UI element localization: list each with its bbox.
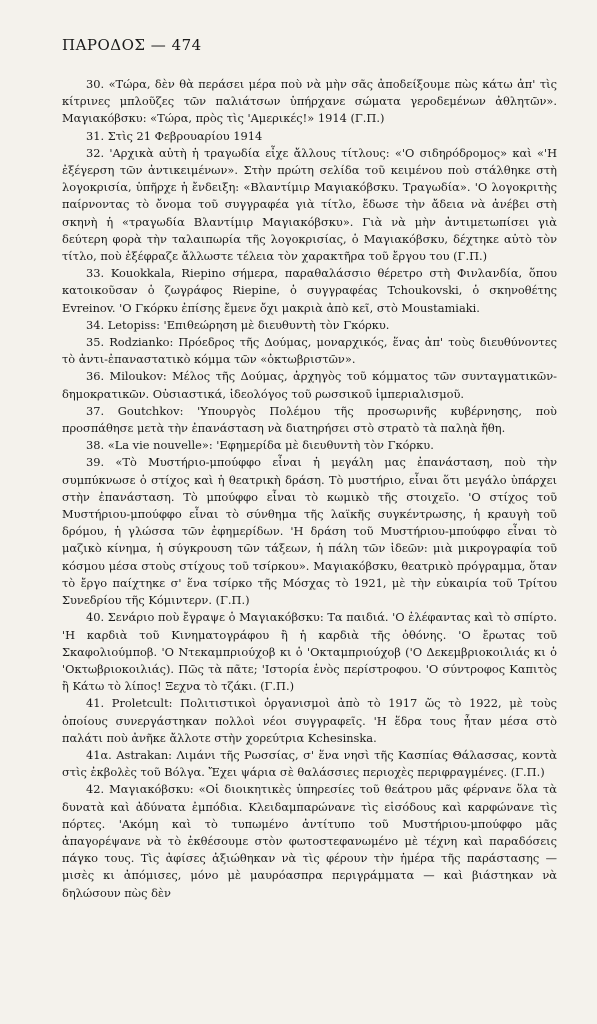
endnote-41a: 41α. Astrakan: Λιμάνι τῆς Ρωσσίας, σ' ἕνα νησὶ τῆς Κασπίας Θάλασσας, κοντὰ στὶς ἐκβολὲς τοῦ Βόλγα. Ἔχει ψάρια σὲ θαλάσσιες περιοχὲς περιφραγμένες. (Γ.Π.)	[62, 747, 557, 780]
endnote-40: 40. Σενάριο ποὺ ἔγραψε ὁ Μαγιακόβσκυ: Τα παιδιά. 'Ο ἐλέφαντας καὶ τὸ σπίρτο. 'Η καρδιὰ τοῦ Κινηματογράφου ἢ ἡ καρδιὰ τῆς ὀθόνης. 'Ο ἔρωτας τοῦ Σκαφολιούμποβ. 'Ο Ντεκαμπριούχοβ κι ὁ 'Οκταμπριούχοβ ('Ο Δεκεμβριοκοιλιάς κι ὁ 'Οκτωβριοκοιλιάς). Πῶς τὰ πᾶτε; 'Ιστορία ἑνὸς περίστροφου. 'Ο σύντροφος Καπιτὸς ἢ Κάτω τὸ λίπος! Ξεχνα τὸ τζάκι. (Γ.Π.)	[62, 610, 557, 694]
endnote-34: 34. Letopiss: 'Επιθεώρηση μὲ διευθυντὴ τὸν Γκόρκυ.	[86, 317, 390, 332]
running-head: ΠΑΡΟΔΟΣ — 474	[62, 36, 202, 54]
endnote-30: 30. «Τώρα, δὲν θὰ περάσει μέρα ποὺ νὰ μὴν σᾶς ἀποδείξουμε πὼς κάτω ἀπ' τὶς κίτρινες μπλοῦζες τῶν παλιάτσων ὑπήρχανε σώματα γεροδεμένων ἀθλητῶν». Μαγιακόβσκυ: «Τώρα, πρὸς τὶς 'Αμερικές!» 1914 (Γ.Π.)	[62, 77, 557, 126]
endnotes	[62, 76, 557, 902]
endnote-37: 37. Goutchkov: 'Υπουργὸς Πολέμου τῆς προσωρινῆς κυβέρνησης, ποὺ προσπάθησε μετὰ τὴν ἐπανάσταση νὰ διατηρήσει στὸ στρατὸ τὰ παληὰ ἤθη.	[62, 403, 557, 436]
endnote-36: 36. Miloukov: Μέλος τῆς Δούμας, ἀρχηγὸς τοῦ κόμματος τῶν συνταγματικῶν-δημοκρατικῶν. Οὐσιαστικά, ἰδεολόγος τοῦ ρωσσικοῦ ἰμπεριαλισμοῦ.	[62, 369, 557, 401]
endnote-41: 41. Proletcult: Πολιτιστικοὶ ὀργανισμοὶ ἀπὸ τὸ 1917 ὥς τὸ 1922, μὲ τοὺς ὁποίους συνεργάστηκαν πολλοὶ νέοι συγγραφεῖς. 'Η ἕδρα τους ἦταν μέσα στὸ παλάτι ποὺ ἀνῆκε ἄλλοτε στὴν χορεύτρια Kchesinska.	[62, 696, 557, 745]
endnote-32: 32. 'Αρχικὰ αὐτὴ ἡ τραγωδία εἶχε ἄλλους τίτλους: «'Ο σιδηρόδρομος» καὶ «'Η ἐξέγερση τῶν ἀντικειμένων». Στὴν πρώτη σελίδα τοῦ κειμένου ποὺ στάλθηκε στὴ λογοκρισία, ὑπῆρχε ἡ ἔνδειξη: «Βλαντίμιρ Μαγιακόβσκυ. Τραγωδία». 'Ο λογοκριτὴς παίρνοντας τὸ ὄνομα τοῦ συγγραφέα γιὰ τίτλο, ἔδωσε τὴν ἄδεια νὰ ἀνέβει στὴ σκηνὴ ἡ «τραγωδία Βλαντίμιρ Μαγιακόβσκυ». Γιὰ νὰ μὴν ἀντιμετωπίσει γιὰ δεύτερη φορὰ τὴν ταλαιπωρία τῆς λογοκρισίας, ὁ Μαγιακόβσκυ, δέχτηκε αὐτὸ τὸν τίτλο, ποὺ ἐξέφραζε ἄλλωστε τέλεια τὸν χαρακτῆρα τοῦ ἔργου του (Γ.Π.)	[62, 145, 557, 264]
endnote-38: 38. «La vie nouvelle»: 'Εφημερίδα μὲ διευθυντὴ τὸν Γκόρκυ.	[86, 438, 434, 453]
endnote-35: 35. Rodzianko: Πρόεδρος τῆς Δούμας, μοναρχικός, ἕνας ἀπ' τοὺς διευθύνοντες τὸ ἀντι-ἐπαναστατικὸ κόμμα τῶν «ὀκτωβριστῶν».	[62, 335, 557, 367]
endnote-31: 31. Στὶς 21 Φεβρουαρίου 1914	[86, 128, 263, 143]
endnote-42: 42. Μαγιακόβσκυ: «Οἱ διοικητικὲς ὑπηρεσίες τοῦ θεάτρου μᾶς φέρνανε ὅλα τὰ δυνατὰ καὶ ἀδύνατα ἐμπόδια. Κλειδαμπαρώνανε τὶς εἰσόδους καὶ καρφώνανε τὶς πόρτες. 'Ακόμη καὶ τὸ τυπωμένο ἀντίτυπο τοῦ Μυστήριου-μπούφφο μᾶς ἀπαγορέψανε νὰ τὸ ἐκθέσουμε στὸν φωτοστεφανωμένο μὲ τέχνη καὶ παραδόσεις πάγκο τους. Τὶς ἀφίσες ἀξιώθηκαν νὰ τὶς φέρουν τὴν ἡμέρα τῆς παράστασης — μισὲς κι ἀπόμισες, μόνο μὲ μαυρόασπρα περιγράμματα — καὶ βιάστηκαν νὰ δηλώσουν πὼς δὲν	[62, 782, 557, 900]
endnote-33: 33. Kouokkala, Riepino σήμερα, παραθαλάσσιο θέρετρο στὴ Φινλανδία, ὅπου κατοικοῦσαν ὁ ζωγράφος Riepine, ὁ συγγραφέας Tchoukovski, ὁ σκηνοθέτης Evreinov. 'Ο Γκόρκυ ἐπίσης ἔμενε ὄχι μακριὰ ἀπὸ κεῖ, στὸ Moustamiaki.	[62, 266, 557, 315]
endnote-39: 39. «Τὸ Μυστήριο-μπούφφο εἶναι ἡ μεγάλη μας ἐπανάσταση, ποὺ τὴν συμπύκνωσε ὁ στίχος καὶ ἡ θεατρικὴ δράση. Τὸ μυστήριο, εἶναι ὅτι μεγάλο ὑπάρχει στὴν ἐπανάσταση. Τὸ μπούφφο εἶναι τὸ κωμικὸ τῆς στοιχεῖο. 'Ο στίχος τοῦ Μυστήριου-μπούφφο εἶναι τὸ σύνθημα τῆς λαϊκῆς συγκέντρωσης, ἡ κραυγὴ τοῦ δρόμου, ἡ γλώσσα τῶν ἐφημερίδων. 'Η δράση τοῦ Μυστήριου-μπούφφο εἶναι τὸ μαζικὸ κίνημα, ἡ σύγκρουση τῶν τάξεων, ἡ πάλη τῶν ἰδεῶν: μιὰ μικρογραφία τοῦ κόσμου μέσα στοὺς στίχους τοῦ τσίρκου». Μαγιακόβσκυ, θεατρικὸ πρόγραμμα, ὅταν τὸ ἔργο παίχτηκε σ' ἕνα τσίρκο τῆς Μόσχας τὸ 1921, μὲ τὴν εὐκαιρία τοῦ Τρίτου Συνεδρίου τῆς Κόμιντερν. (Γ.Π.)	[62, 455, 557, 608]
